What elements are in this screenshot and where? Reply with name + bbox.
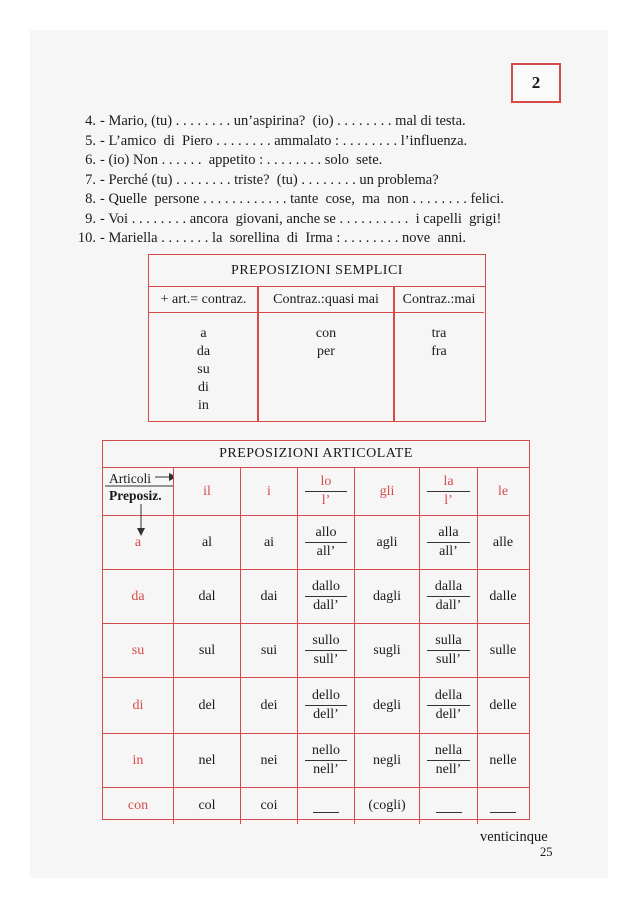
preposition-item: di [198,380,209,395]
exercise-text: - Quelle persone . . . . . . . . . . . . tante cose, ma non . . . . . . . . felici. [100,191,504,207]
preposition-item: per [317,344,335,359]
preposition-cell: in [132,752,144,768]
articulated-form [419,678,477,733]
preposition-cell: a [134,534,142,550]
articolate-header-row [103,468,529,516]
corner-labels [103,468,173,515]
article-header-split [298,468,354,515]
articulated-form: dagli [354,570,419,623]
article-header: le [477,468,528,515]
exercise-number: 10. [77,230,96,246]
articulated-form [297,678,354,733]
exercise-text: - Perché (tu) . . . . . . . . triste? (tu) . . . . . . . . un problema? [100,171,439,188]
preposizioni-semplici-table [148,254,486,422]
articulated-form: delle [477,678,528,733]
articulated-form-split-bottom: nell’ [313,762,339,778]
preposition-item: a [200,326,207,341]
articulated-form [419,516,477,569]
articulated-form-split-top: nello [312,742,340,758]
article-header-split-top: lo [320,473,332,489]
semplici-header-quasi-mai: Contraz.:quasi mai [258,287,394,313]
semplici-col-contraz [149,313,258,421]
articulated-form [297,734,354,787]
preposizioni-articolate-table [102,440,530,820]
corner-preposiz: Preposiz. [109,488,162,503]
preposition-cell: di [132,697,144,713]
articulated-form: nelle [477,734,528,787]
articulated-form: negli [354,734,419,787]
articulated-form-split-top: dello [312,687,340,703]
articulated-form: alle [477,516,528,569]
exercise-line [70,133,467,153]
exercise-number: 9. [85,210,96,227]
articulated-form-split-top: della [434,687,463,703]
articulated-form-split [420,678,477,733]
articulated-form: sugli [354,624,419,677]
article-header [419,468,477,515]
articulated-form: al [173,516,240,569]
exercise-number: 8. [85,191,96,207]
exercise-number: 7. [85,171,96,188]
articulated-form: nel [173,734,240,787]
articulated-form-split [420,570,477,623]
page-badge: 2 [511,63,561,103]
articulated-form [297,624,354,677]
semplici-header-contraz: + art.= contraz. [149,287,258,313]
preposition-item: su [197,362,210,377]
articolate-title: PREPOSIZIONI ARTICOLATE [103,441,529,468]
articulated-form: dei [240,678,297,733]
exercise-line [70,172,439,192]
blank-dash [436,800,462,813]
articulated-form [297,570,354,623]
articulated-form-split [298,516,354,569]
articulated-form-split-bottom: dell’ [313,707,339,723]
semplici-col-quasi-mai [258,313,394,421]
footer-page-number: 25 [540,845,553,859]
articulated-form: sulle [477,624,528,677]
articolate-row [103,734,529,788]
articulated-form: dal [173,570,240,623]
exercise-number: 5. [85,132,96,149]
blank-dash [313,800,339,813]
articulated-form-split-top: allo [315,524,337,540]
articulated-form: del [173,678,240,733]
articulated-form-split [298,678,354,733]
exercise-line [70,211,501,231]
article-header-split-top: la [443,473,454,489]
articulated-form-split-bottom: dell’ [435,707,462,723]
articulated-form [419,570,477,623]
semplici-title: PREPOSIZIONI SEMPLICI [149,255,485,287]
article-header [297,468,354,515]
articulated-form-split-bottom: dall’ [435,598,462,614]
articulated-form-split-top: dalla [434,578,463,594]
corner-cell [103,468,173,515]
articulated-form-split-bottom: all’ [316,544,336,560]
articulated-form-split-bottom: nell’ [435,762,462,778]
articulated-form [419,788,477,824]
preposition-cell: su [131,642,145,658]
articulated-form-split [298,570,354,623]
preposition-cell: con [127,798,149,813]
article-header-split-bottom: l’ [444,493,453,509]
exercise-line [70,230,466,250]
articulated-form-split-top: nella [434,742,463,758]
exercise-line [70,113,466,133]
exercise-text: - Mario, (tu) . . . . . . . . un’aspirina? (io) . . . . . . . . mal di testa. [100,113,466,129]
corner-articoli: Articoli [109,471,151,486]
articulated-form: col [173,788,240,824]
preposition-item: con [315,326,337,341]
articulated-form-split-bottom: all’ [439,544,458,560]
articulated-form-split-top: sulla [435,632,462,648]
article-header: i [240,468,297,515]
articulated-form-split-bottom: dall’ [313,598,339,614]
articulated-form: coi [240,788,297,824]
articulated-form-split [298,734,354,787]
article-header: gli [354,468,419,515]
footer-page-word: venticinque [480,829,548,845]
article-header: il [173,468,240,515]
exercise-text: - L’amico di Piero . . . . . . . . ammalato : . . . . . . . . l’influenza. [100,132,468,149]
articolate-row [103,516,529,570]
articulated-form [419,734,477,787]
articulated-form: degli [354,678,419,733]
articulated-form-split-top: dallo [312,578,340,594]
semplici-header-mai: Contraz.:mai [394,287,484,313]
preposition-cell: da [131,588,145,604]
articulated-form: sui [240,624,297,677]
articulated-form: dai [240,570,297,623]
articulated-form: ai [240,516,297,569]
exercise-line [70,152,382,172]
articulated-form [419,624,477,677]
articulated-form: sul [173,624,240,677]
articolate-row [103,624,529,678]
articulated-form [297,788,354,824]
preposition-item: fra [431,344,447,359]
articulated-form-split-top: sullo [312,632,340,648]
articulated-form-split [420,516,477,569]
articulated-form: dalle [477,570,528,623]
blank-dash [490,800,516,813]
articolate-row [103,570,529,624]
exercise-line [70,191,504,211]
article-header-split [420,468,477,515]
articulated-form-split [420,734,477,787]
articulated-form-split [298,624,354,677]
articulated-form: agli [354,516,419,569]
preposition-item: in [198,398,209,413]
preposition-item: tra [431,326,447,341]
articulated-form-split-bottom: sull’ [436,652,461,668]
exercise-text: - (io) Non . . . . . . appetito : . . . . . . . . solo sete. [100,152,383,168]
articulated-form-split-bottom: sull’ [313,652,339,668]
preposition-item: da [196,344,211,359]
exercise-text: - Voi . . . . . . . . ancora giovani, anche se . . . . . . . . . . i capelli grigi! [100,210,502,227]
semplici-col-mai [394,313,484,421]
articulated-form [297,516,354,569]
articulated-form: nei [240,734,297,787]
articulated-form-split [420,624,477,677]
articolate-row [103,788,529,824]
articulated-form: (cogli) [354,788,419,824]
exercise-text: - Mariella . . . . . . . la sorellina di Irma : . . . . . . . . nove anni. [100,230,467,246]
articulated-form [477,788,528,824]
exercise-number: 4. [85,113,96,129]
articolate-row [103,678,529,734]
exercise-number: 6. [85,152,96,168]
articulated-form-split-top: alla [438,524,459,540]
article-header-split-bottom: l’ [321,493,331,509]
